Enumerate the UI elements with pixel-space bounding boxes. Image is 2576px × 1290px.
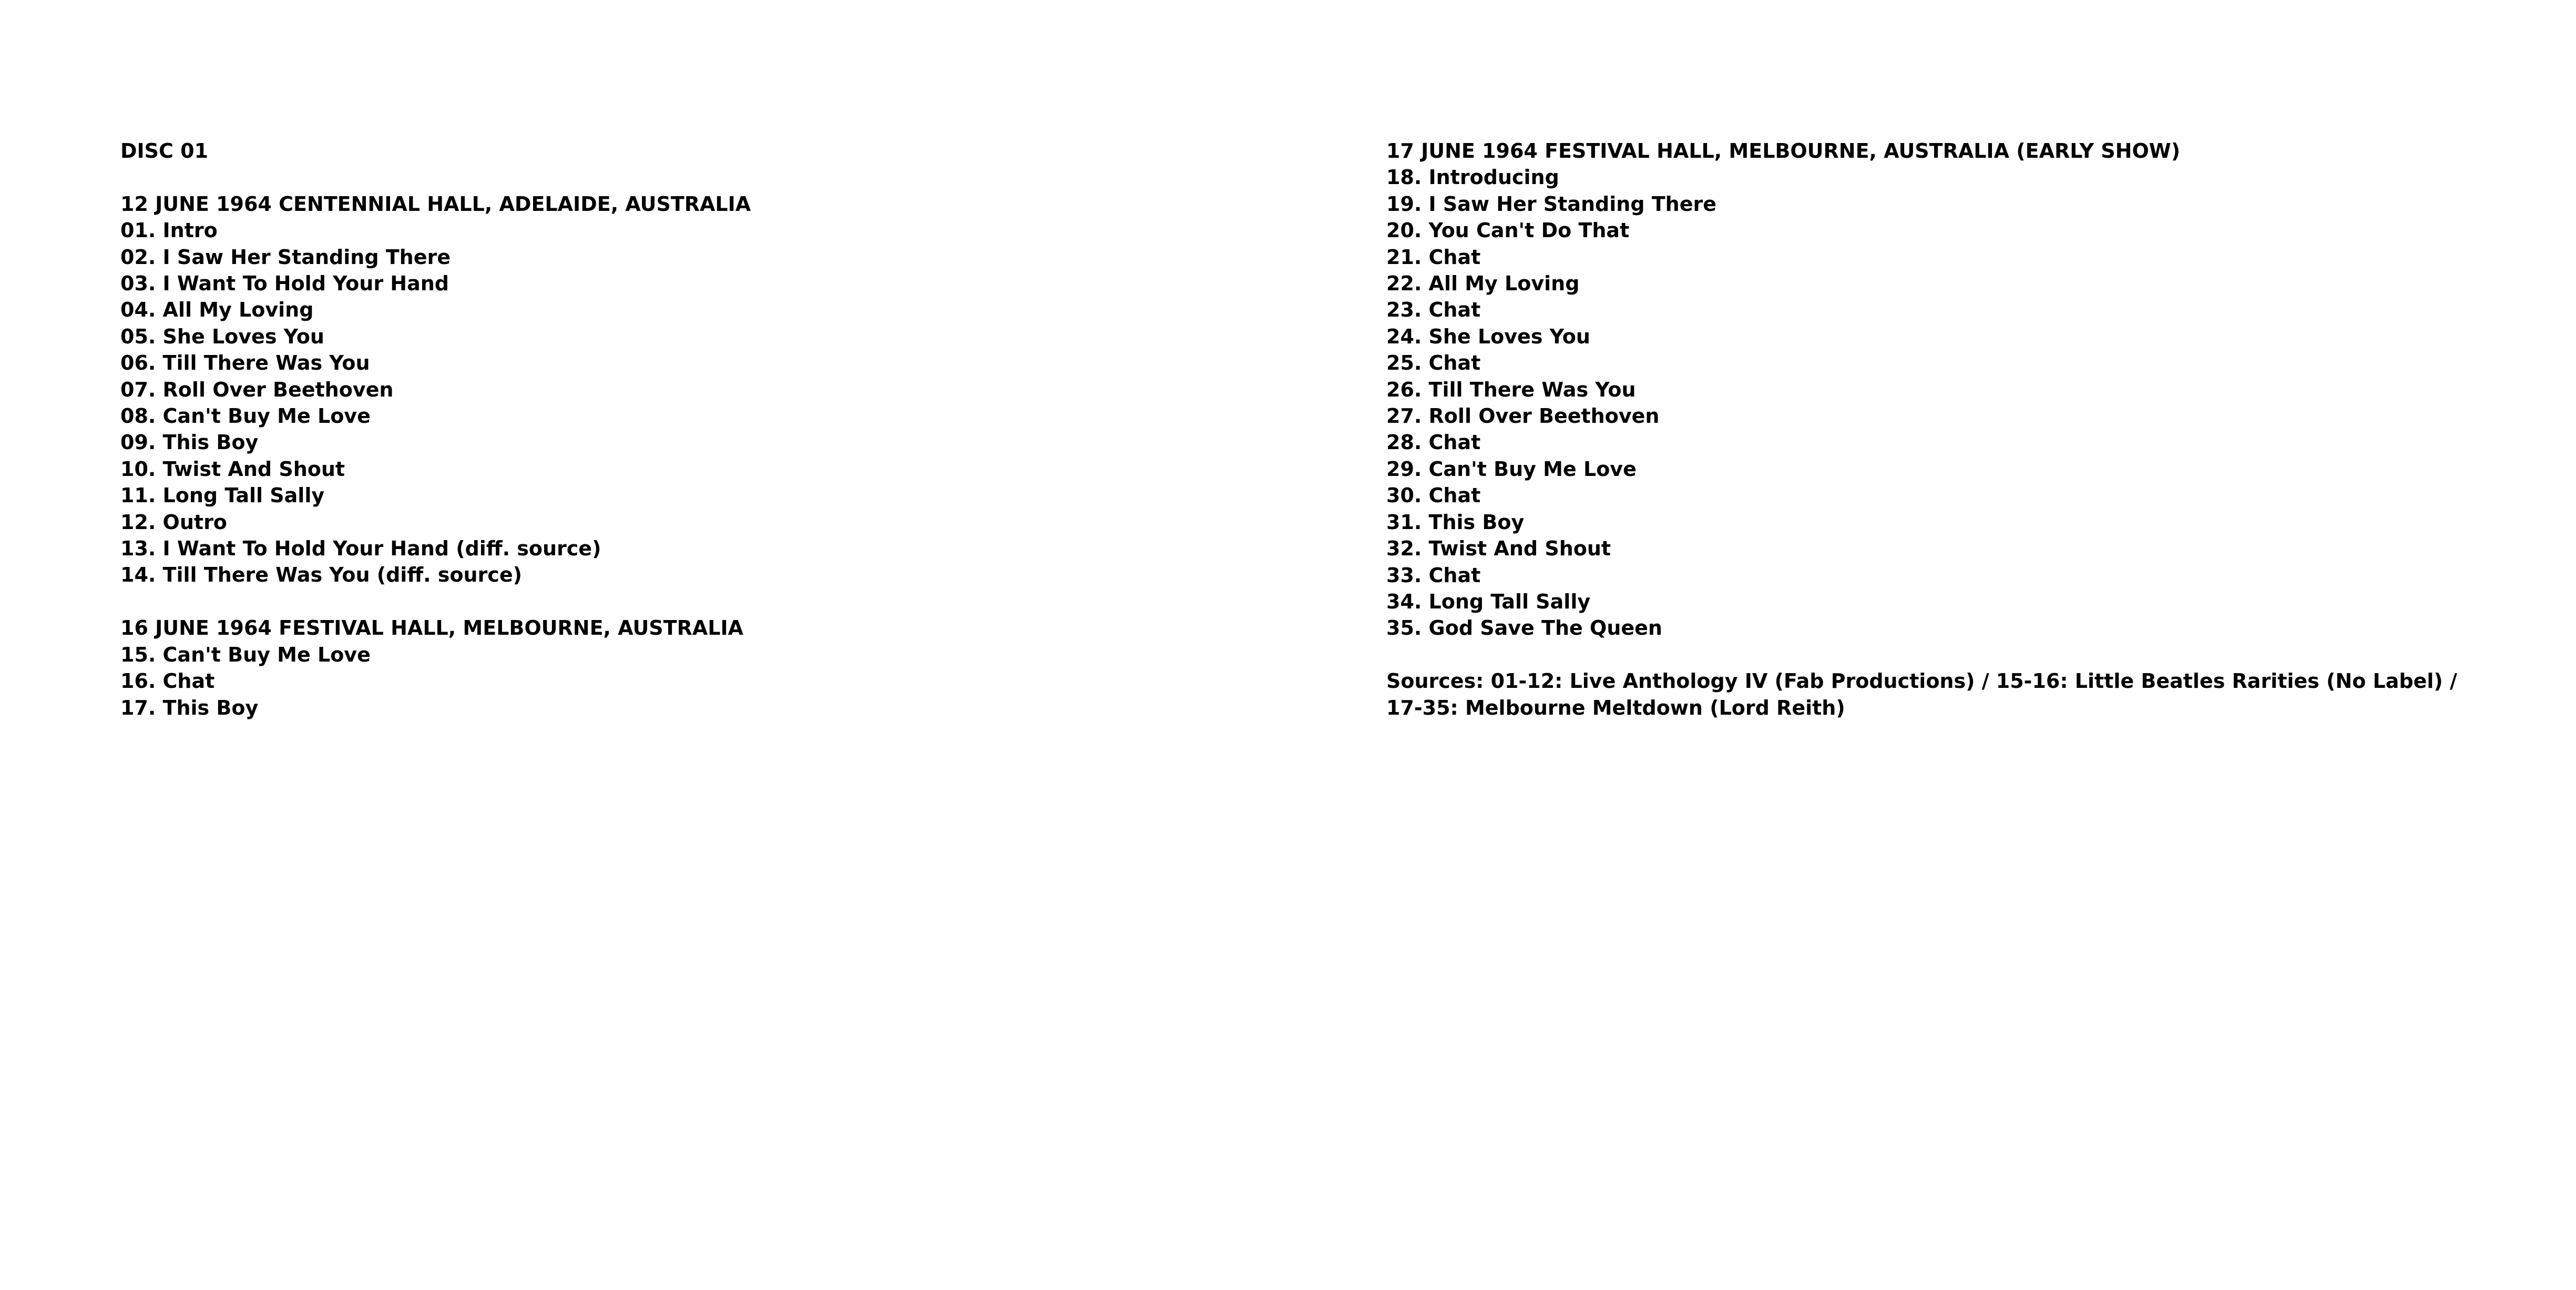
track-item: 08. Can't Buy Me Love	[120, 404, 371, 428]
section-heading-melbourne-17: 17 JUNE 1964 FESTIVAL HALL, MELBOURNE, AUSTRALIA (EARLY SHOW)	[1386, 139, 2181, 162]
track-item: 09. This Boy	[120, 431, 259, 454]
track-item: 14. Till There Was You (diff. source)	[120, 563, 522, 587]
spacer	[120, 164, 1330, 190]
track-item: 29. Can't Buy Me Love	[1386, 457, 1637, 481]
track-item: 10. Twist And Shout	[120, 457, 345, 481]
track-item: 13. I Want To Hold Your Hand (diff. source)	[120, 537, 601, 561]
spacer	[1386, 642, 2480, 668]
spacer	[120, 588, 1330, 615]
track-item: 25. Chat	[1386, 351, 1481, 375]
track-item: 05. She Loves You	[120, 324, 324, 348]
track-item: 07. Roll Over Beethoven	[120, 378, 394, 401]
track-item: 33. Chat	[1386, 563, 1481, 587]
track-item: 27. Roll Over Beethoven	[1386, 404, 1660, 428]
track-item: 03. I Want To Hold Your Hand	[120, 272, 449, 296]
track-item: 21. Chat	[1386, 245, 1481, 269]
track-item: 22. All My Loving	[1386, 272, 1580, 296]
track-item: 04. All My Loving	[120, 298, 314, 322]
right-column	[1386, 138, 2480, 721]
track-item: 11. Long Tall Sally	[120, 484, 325, 507]
track-item: 26. Till There Was You	[1386, 378, 1636, 401]
track-item: 18. Introducing	[1386, 166, 1559, 189]
track-item: 24. She Loves You	[1386, 324, 1590, 348]
section-heading-melbourne-16: 16 JUNE 1964 FESTIVAL HALL, MELBOURNE, AUSTRALIA	[120, 616, 744, 640]
track-item: 20. You Can't Do That	[1386, 219, 1630, 242]
section-heading-adelaide: 12 JUNE 1964 CENTENNIAL HALL, ADELAIDE, AUSTRALIA	[120, 192, 751, 216]
track-item: 19. I Saw Her Standing There	[1386, 192, 1717, 216]
track-item: 02. I Saw Her Standing There	[120, 245, 451, 269]
left-column	[120, 138, 1330, 721]
track-item: 32. Twist And Shout	[1386, 537, 1611, 561]
sources-note: Sources: 01-12: Live Anthology IV (Fab Productions) / 15-16: Little Beatles Rarities (No Label) / 17-35: Melbourne Meltdown (Lord Reith)	[1386, 669, 2457, 719]
track-item: 28. Chat	[1386, 431, 1481, 454]
track-item: 06. Till There Was You	[120, 351, 370, 375]
track-item: 15. Can't Buy Me Love	[120, 643, 371, 666]
track-item: 01. Intro	[120, 219, 218, 242]
track-item: 17. This Boy	[120, 696, 259, 719]
track-item: 30. Chat	[1386, 484, 1481, 507]
track-item: 16. Chat	[120, 669, 215, 693]
track-item: 35. God Save The Queen	[1386, 616, 1662, 640]
disc-title: DISC 01	[120, 139, 209, 162]
track-item: 34. Long Tall Sally	[1386, 590, 1591, 613]
track-item: 12. Outro	[120, 510, 227, 534]
track-item: 23. Chat	[1386, 298, 1481, 322]
track-item: 31. This Boy	[1386, 510, 1525, 534]
